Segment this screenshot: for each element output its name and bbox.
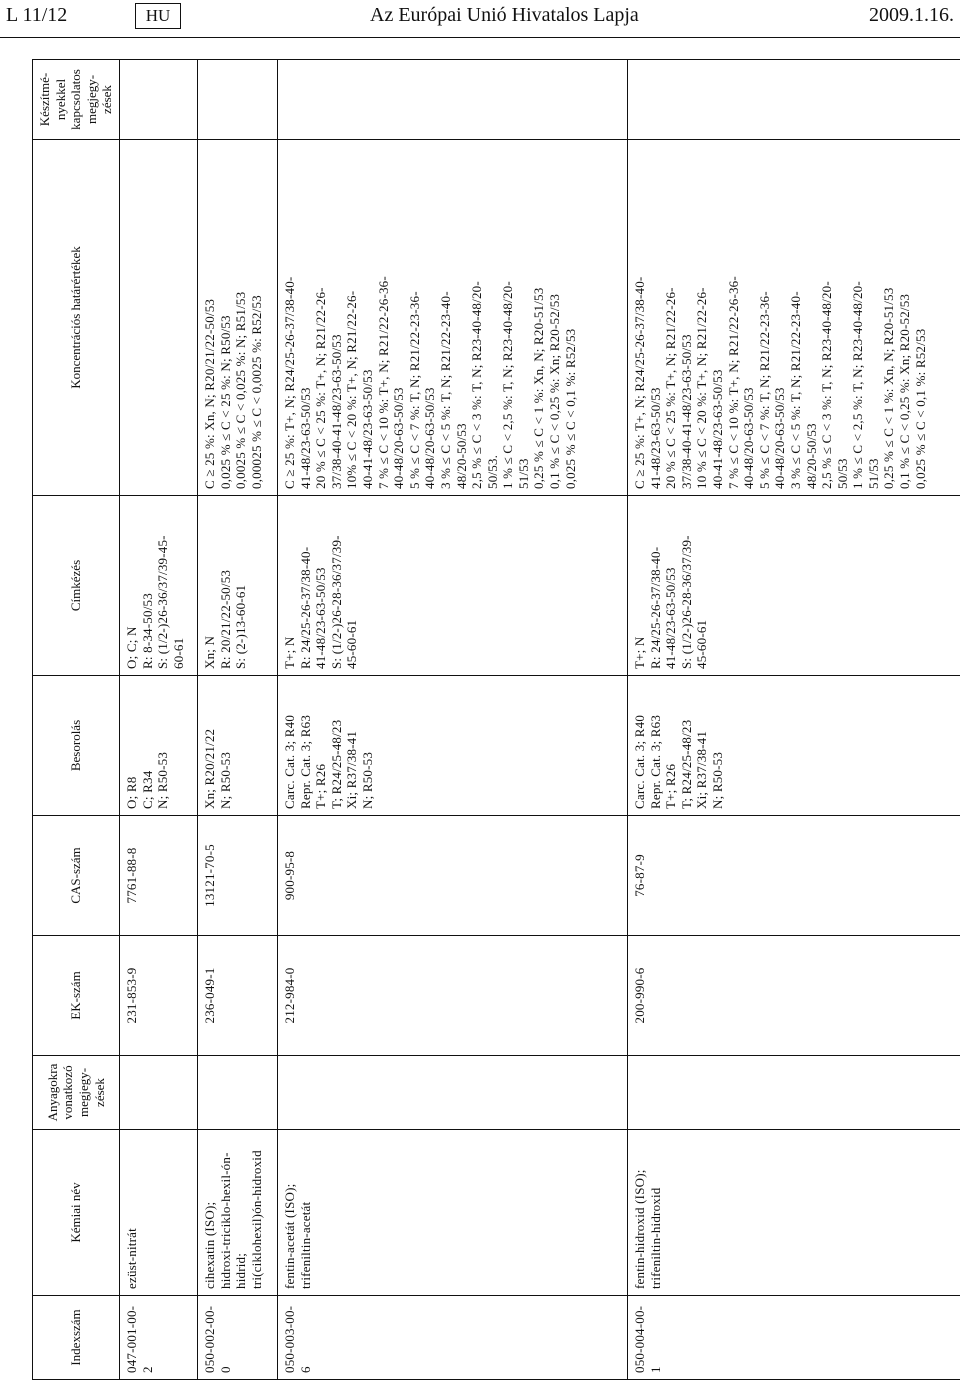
chemical-name [627, 1130, 960, 1296]
table-row [197, 60, 277, 1380]
index-number: 047-001-00-2 [119, 1296, 197, 1380]
classification-line: T; R24/25-48/23 [328, 719, 344, 809]
concentration-limits [277, 140, 627, 496]
classification [627, 676, 960, 816]
ec-number: 200-990-6 [627, 936, 960, 1056]
substance-note [277, 1056, 627, 1130]
concentration-limits-line: 0,25 % ≤ C < 1 %: Xn, N; R20-51/53 [531, 287, 547, 489]
classification [277, 676, 627, 816]
concentration-limits-line: 37/38-40-41-48/23-63-50/53 [678, 334, 694, 489]
substance-note [119, 1056, 197, 1130]
classification-line: Xn; R20/21/22 [201, 728, 217, 809]
concentration-limits-line: C ≥ 25 %: T+, N; R24/25-26-37/38-40- [281, 276, 297, 489]
cas-number: 7761-88-8 [119, 816, 197, 936]
chemical-name-line: fentin-acetát (ISO); [281, 1183, 297, 1289]
header-rule [0, 37, 960, 38]
chemical-name [197, 1130, 277, 1296]
concentration-limits-line: 41-48/23-63-50/53 [647, 387, 663, 489]
classification-line: Xi; R37/38-41 [344, 730, 360, 809]
concentration-limits-line: 40-48/20-63-50/53 [772, 387, 788, 489]
labelling [197, 496, 277, 676]
concentration-limits [119, 140, 197, 496]
chemical-name-line: trifeniltin-acetát [297, 1201, 313, 1289]
chemical-name-line: cihexatin (ISO); [201, 1201, 217, 1289]
classification-line: T+; R26 [313, 763, 329, 809]
concentration-limits-line: 7 % ≤ C < 10 %: T+, N; R21/22-26-36- [725, 276, 741, 489]
concentration-limits-line: 0,025 % ≤ C < 25 %: N; R50/53 [217, 315, 233, 489]
concentration-limits-line: 3 % ≤ C < 5 %: T, N; R21/22-23-40- [787, 291, 803, 489]
concentration-limits-line: 37/38-40-41-48/23-63-50/53 [328, 334, 344, 489]
labelling-line: S: (1/2-)26-28-36/37/39- [678, 535, 694, 669]
rotated-table-frame [32, 60, 932, 1380]
col-header-preparation-notes: Készítmé-nyekkel kapcsolatos megjegy-zések [33, 60, 120, 140]
col-header-substance-notes: Anyagokra vonatkozó megjegy-zések [33, 1056, 120, 1130]
cas-number: 900-95-8 [277, 816, 627, 936]
col-header-cas-number: CAS-szám [33, 816, 120, 936]
labelling-line: 41-48/23-63-50/53 [663, 567, 679, 669]
ec-number: 231-853-9 [119, 936, 197, 1056]
index-number: 050-002-00-0 [197, 1296, 277, 1380]
concentration-limits-line: 5 % ≤ C < 7 %: T, N; R21/22-23-36- [406, 291, 422, 489]
classification-line: Carc. Cat. 3; R40 [631, 714, 647, 809]
classification-line: N; R50-53 [217, 751, 233, 809]
concentration-limits-line: 40-48/20-63-50/53 [422, 387, 438, 489]
concentration-limits-line: 0,1 % ≤ C < 0,25 %: Xn; R20-52/53 [897, 293, 913, 489]
col-header-ec-number: EK-szám [33, 936, 120, 1056]
concentration-limits-line: C ≥ 25 %: Xn, N; R20/21/22-50/53 [201, 298, 217, 489]
concentration-limits [627, 140, 960, 496]
index-number: 050-003-00-6 [277, 1296, 627, 1380]
table-row [277, 60, 627, 1380]
concentration-limits-line: 5 % ≤ C < 7 %: T, N; R21/22-23-36- [756, 291, 772, 489]
concentration-limits-line: 20 % ≤ C < 25 %: T+, N; R21/22-26- [313, 287, 329, 489]
table-header-row [33, 60, 120, 1380]
chemical-name-line: trifeniltin-hidroxid [647, 1187, 663, 1289]
col-header-labelling: Címkézés [33, 496, 120, 676]
preparation-note [627, 60, 960, 140]
substance-note [627, 1056, 960, 1130]
concentration-limits-line: 0,00025 % ≤ C < 0,0025 %: R52/53 [248, 295, 264, 489]
preparation-note [277, 60, 627, 140]
concentration-limits-line: 50/53. [484, 454, 500, 489]
concentration-limits-line: 0,025 % ≤ C < 0,1 %: R52/53 [562, 328, 578, 489]
index-number: 050-004-00-1 [627, 1296, 960, 1380]
concentration-limits-line: 0,0025 % ≤ C < 0,025 %: N; R51/53 [233, 291, 249, 489]
labelling-line: S: (1/2-)26-28-36/37/39- [328, 535, 344, 669]
labelling-line: Xn; N [201, 635, 217, 669]
concentration-limits-line: 40-41-48/23-63-50/53 [359, 369, 375, 489]
concentration-limits-line: 48/20-50/53 [453, 423, 469, 489]
concentration-limits-line: 51/53 [865, 458, 881, 489]
col-header-concentration-limits: Koncentrációs határértékek [33, 140, 120, 496]
concentration-limits [197, 140, 277, 496]
concentration-limits-line: 51/53 [515, 458, 531, 489]
labelling-line: R: 24/25-26-37/38-40- [647, 546, 663, 669]
labelling-line: T+; N [631, 636, 647, 669]
classification-line: N; R50-53 [155, 751, 171, 809]
classification-line: Repr. Cat. 3; R63 [297, 714, 313, 809]
classification-line: Carc. Cat. 3; R40 [281, 714, 297, 809]
concentration-limits-line: 2,5 % ≤ C < 3 %: T, N; R23-40-48/20- [819, 281, 835, 489]
chemical-name-line: tri(ciklohexil)ón-hidroxid [248, 1150, 264, 1289]
labelling [277, 496, 627, 676]
labelling [627, 496, 960, 676]
concentration-limits-line: 40-48/20-63-50/53 [741, 387, 757, 489]
table-body [119, 60, 960, 1380]
concentration-limits-line: 50/53 [834, 458, 850, 489]
col-header-chemical-name: Kémiai név [33, 1130, 120, 1296]
labelling-line: R: 20/21/22-50/53 [217, 569, 233, 669]
classification-line: N; R50-53 [709, 751, 725, 809]
classification-line: N; R50-53 [359, 751, 375, 809]
publication-date: 2009.1.16. [869, 4, 954, 26]
chemical-name [277, 1130, 627, 1296]
concentration-limits-line: 40-41-48/23-63-50/53 [709, 369, 725, 489]
labelling-line: S: (2-)13-60-61 [233, 584, 249, 669]
classification-line: O; R8 [123, 776, 139, 809]
classification [119, 676, 197, 816]
concentration-limits-line: 41-48/23-63-50/53 [297, 387, 313, 489]
labelling-line: 45-60-61 [694, 619, 710, 669]
classification-line: T+; R26 [663, 763, 679, 809]
cas-number: 13121-70-5 [197, 816, 277, 936]
cas-number: 76-87-9 [627, 816, 960, 936]
chemical-name-line: hidroxi-triciklo-hexil-ón-hidrid; [217, 1152, 249, 1289]
concentration-limits-line: 10% ≤ C < 20 %: T+, N; R21/22-26- [344, 290, 360, 489]
concentration-limits-line: 0,025 % ≤ C < 0,1 %: R52/53 [912, 328, 928, 489]
substance-table [32, 59, 960, 1380]
concentration-limits-line: 7 % ≤ C < 10 %: T+, N; R21/22-26-36- [375, 276, 391, 489]
concentration-limits-line: 20 % ≤ C < 25 %: T+, N; R21/22-26- [663, 287, 679, 489]
substance-note [197, 1056, 277, 1130]
chemical-name [119, 1130, 197, 1296]
col-header-classification: Besorolás [33, 676, 120, 816]
concentration-limits-line: 0,1 % ≤ C < 0,25 %: Xn; R20-52/53 [547, 293, 563, 489]
labelling-line: T+; N [281, 636, 297, 669]
concentration-limits-line: 48/20-50/53 [803, 423, 819, 489]
labelling-line: 45-60-61 [344, 619, 360, 669]
language-badge: HU [135, 3, 181, 29]
classification [197, 676, 277, 816]
concentration-limits-line: 0,25 % ≤ C < 1 %: Xn, N; R20-51/53 [881, 287, 897, 489]
labelling-line: O; C; N [123, 626, 139, 669]
concentration-limits-line: C ≥ 25 %: T+, N; R24/25-26-37/38-40- [631, 276, 647, 489]
concentration-limits-line: 40-48/20-63-50/53 [391, 387, 407, 489]
journal-title: Az Európai Unió Hivatalos Lapja [370, 4, 639, 26]
concentration-limits-line: 10 % ≤ C < 20 %: T+, N; R21/22-26- [694, 287, 710, 489]
page-number: L 11/12 [6, 4, 68, 26]
classification-line: C; R34 [139, 770, 155, 809]
classification-line: Xi; R37/38-41 [694, 730, 710, 809]
page-header [0, 0, 960, 40]
ec-number: 236-049-1 [197, 936, 277, 1056]
table-row [627, 60, 960, 1380]
labelling-line: 41-48/23-63-50/53 [313, 567, 329, 669]
labelling-line: R: 8-34-50/53 [139, 593, 155, 669]
chemical-name-line: ezüst-nitrát [123, 1228, 139, 1289]
labelling-line: 60-61 [170, 637, 186, 669]
concentration-limits-line: 1 % ≤ C < 2,5 %: T, N; R23-40-48/20- [850, 281, 866, 489]
concentration-limits-line: 3 % ≤ C < 5 %: T, N; R21/22-23-40- [437, 291, 453, 489]
col-header-index: Indexszám [33, 1296, 120, 1380]
classification-line: T; R24/25-48/23 [678, 719, 694, 809]
concentration-limits-line: 2,5 % ≤ C < 3 %: T, N; R23-40-48/20- [469, 281, 485, 489]
chemical-name-line: fentin-hidroxid (ISO); [631, 1169, 647, 1289]
labelling-line: S: (1/2-)26-36/37/39-45- [155, 535, 171, 669]
labelling [119, 496, 197, 676]
preparation-note [119, 60, 197, 140]
table-row [119, 60, 197, 1380]
concentration-limits-line: 1 % ≤ C < 2,5 %: T, N; R23-40-48/20- [500, 281, 516, 489]
labelling-line: R: 24/25-26-37/38-40- [297, 546, 313, 669]
preparation-note [197, 60, 277, 140]
ec-number: 212-984-0 [277, 936, 627, 1056]
classification-line: Repr. Cat. 3; R63 [647, 714, 663, 809]
